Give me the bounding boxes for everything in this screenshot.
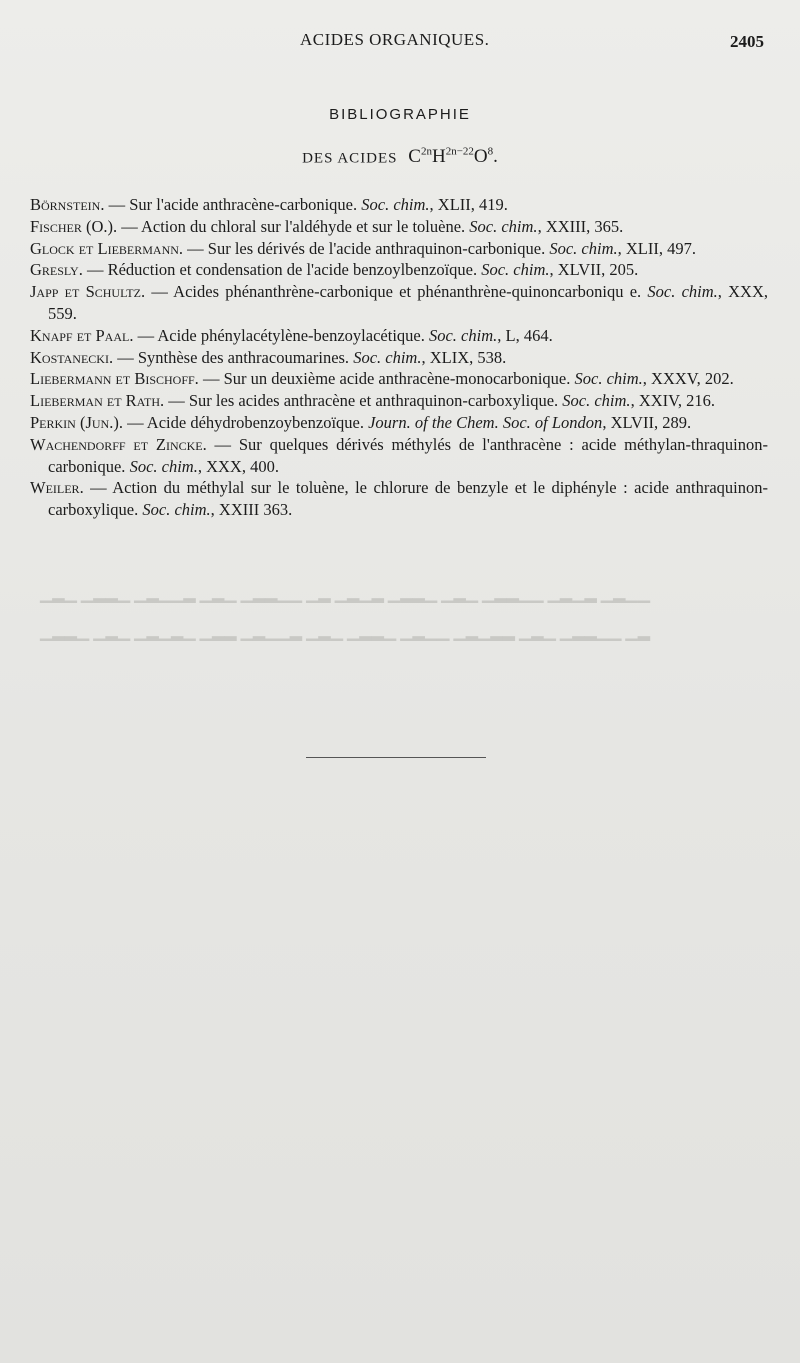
entry-ref: , XXIII 363. xyxy=(210,500,293,520)
bibliography-entry xyxy=(30,477,768,521)
entry-author: Knapf et Paal. xyxy=(30,325,134,345)
entry-author: Wachendorff et Zincke. xyxy=(30,434,207,454)
section-divider xyxy=(306,757,486,758)
entry-text: — Sur l'acide anthracène-carbonique. xyxy=(104,195,362,214)
bibliography-entry xyxy=(30,216,768,238)
bibliography-entry xyxy=(30,347,768,369)
section-subtitle xyxy=(0,146,800,168)
entry-ref: , XXXV, 202. xyxy=(642,369,734,389)
entry-ref: , XXIV, 216. xyxy=(630,391,716,411)
bibliography-entry xyxy=(30,259,768,281)
entry-ref: , XXIII, 365. xyxy=(537,216,624,236)
entry-ref: , L, 464. xyxy=(497,325,553,345)
chemical-formula: $C^{2n}H^{2n-22}O^8$. xyxy=(408,146,498,168)
bibliography-entry xyxy=(30,390,768,412)
bibliography-entry xyxy=(30,412,768,434)
subtitle-prefix: DES ACIDES xyxy=(302,150,398,167)
entry-author: Lieberman et Rath. xyxy=(30,391,165,411)
entry-ref: , XLVII, 205. xyxy=(549,260,639,280)
entry-ref: , XXX, 559. xyxy=(48,282,769,323)
entry-journal: Soc. chim. xyxy=(469,216,538,236)
entry-author: Perkin (Jun.). xyxy=(30,412,123,432)
entry-journal: Soc. chim. xyxy=(481,260,550,280)
entry-author: Gresly. xyxy=(30,260,83,280)
bibliography-entry xyxy=(30,325,768,347)
entry-text: — Acides phénanthrène-carbonique et phénanthrène-quinoncarboniqu e. xyxy=(145,282,648,302)
entry-text: — Sur un deuxième acide anthracène-monocarbonique. xyxy=(198,369,575,389)
bibliography-list xyxy=(30,194,768,521)
entry-author: Liebermann et Bischoff. xyxy=(30,369,199,389)
running-title: ACIDES ORGANIQUES. xyxy=(300,30,490,49)
entry-journal: Soc. chim. xyxy=(574,369,643,389)
entry-text: — Réduction et condensation de l'acide benzoylbenzoïque. xyxy=(82,260,482,280)
entry-journal: Soc. chim. xyxy=(562,391,631,411)
entry-text: — Acide déhydrobenzoybenzoïque. xyxy=(122,412,369,432)
entry-journal: Journ. of the Chem. Soc. of London xyxy=(368,412,603,432)
entry-author: Japp et Schultz. xyxy=(30,282,146,302)
entry-ref: , XLIX, 538. xyxy=(421,347,507,367)
bibliography-entry xyxy=(30,281,768,325)
show-through-texture: ▁▂▁ ▁▂▂▁ ▁▂▁▁▂ ▁▂▁ ▁▂▂▁▁ ▁▂ ▁▂▁▂ ▁▂▂▁ ▁▂▁ ▁▂▂▁▁ ▁▂▁▂ ▁▂▁▁ ▁▂▂▁ ▁▂▁ ▁▂▁▂▁ ▁▂▂ ▁▂▁▁▂ ▁▂▁ ▁▂▂▁ ▁▂▁▁ ▁▂▁▂▂ ▁▂▁ ▁▂▂▁▁ ▁▂ xyxy=(40,586,651,641)
bibliography-entry xyxy=(30,368,768,390)
bibliography-entry xyxy=(30,434,768,478)
entry-ref: , XLVII, 289. xyxy=(602,412,692,432)
entry-text: — Synthèse des anthracoumarines. xyxy=(113,347,354,367)
entry-journal: Soc. chim. xyxy=(428,325,498,345)
entry-text: — Sur les acides anthracène et anthraquinon-carboxylique. xyxy=(164,391,563,411)
page-number: 2405 xyxy=(730,32,764,51)
entry-ref: , XLII, 497. xyxy=(617,238,696,258)
entry-ref: , XLII, 419. xyxy=(429,195,508,214)
entry-journal: Soc. chim. xyxy=(353,347,422,367)
entry-journal: Soc. chim. xyxy=(142,500,211,520)
section-title: BIBLIOGRAPHIE xyxy=(329,106,471,123)
entry-text: — Sur les dérivés de l'acide anthraquinon-carbonique. xyxy=(183,238,550,258)
bibliography-entry xyxy=(30,194,768,216)
entry-journal: Soc. chim. xyxy=(647,282,718,302)
entry-ref: , XXX, 400. xyxy=(197,456,279,476)
entry-author: Fischer (O.). xyxy=(30,216,118,236)
entry-journal: Soc. chim. xyxy=(129,456,198,476)
bibliography-entry xyxy=(30,238,768,260)
entry-text: — Action du chloral sur l'aldéhyde et sur le toluène. xyxy=(117,216,470,236)
entry-author: Börnstein. xyxy=(30,195,105,214)
running-header xyxy=(0,30,800,54)
entry-journal: Soc. chim. xyxy=(361,195,430,214)
entry-text: — Action du méthylal sur le toluène, le chlorure de benzyle et le diphényle : acide anthraquinon-carboxylique. xyxy=(48,478,768,520)
entry-text: — Sur quelques dérivés méthylés de l'anthracène : acide méthylan-thraquinon-carbonique. xyxy=(48,434,768,476)
entry-journal: Soc. chim. xyxy=(549,238,618,258)
entry-text: — Acide phénylacétylène-benzoylacétique. xyxy=(133,325,429,345)
entry-author: Glock et Liebermann. xyxy=(30,238,184,258)
entry-author: Kostanecki. xyxy=(30,347,114,367)
entry-author: Weiler. xyxy=(30,478,84,498)
